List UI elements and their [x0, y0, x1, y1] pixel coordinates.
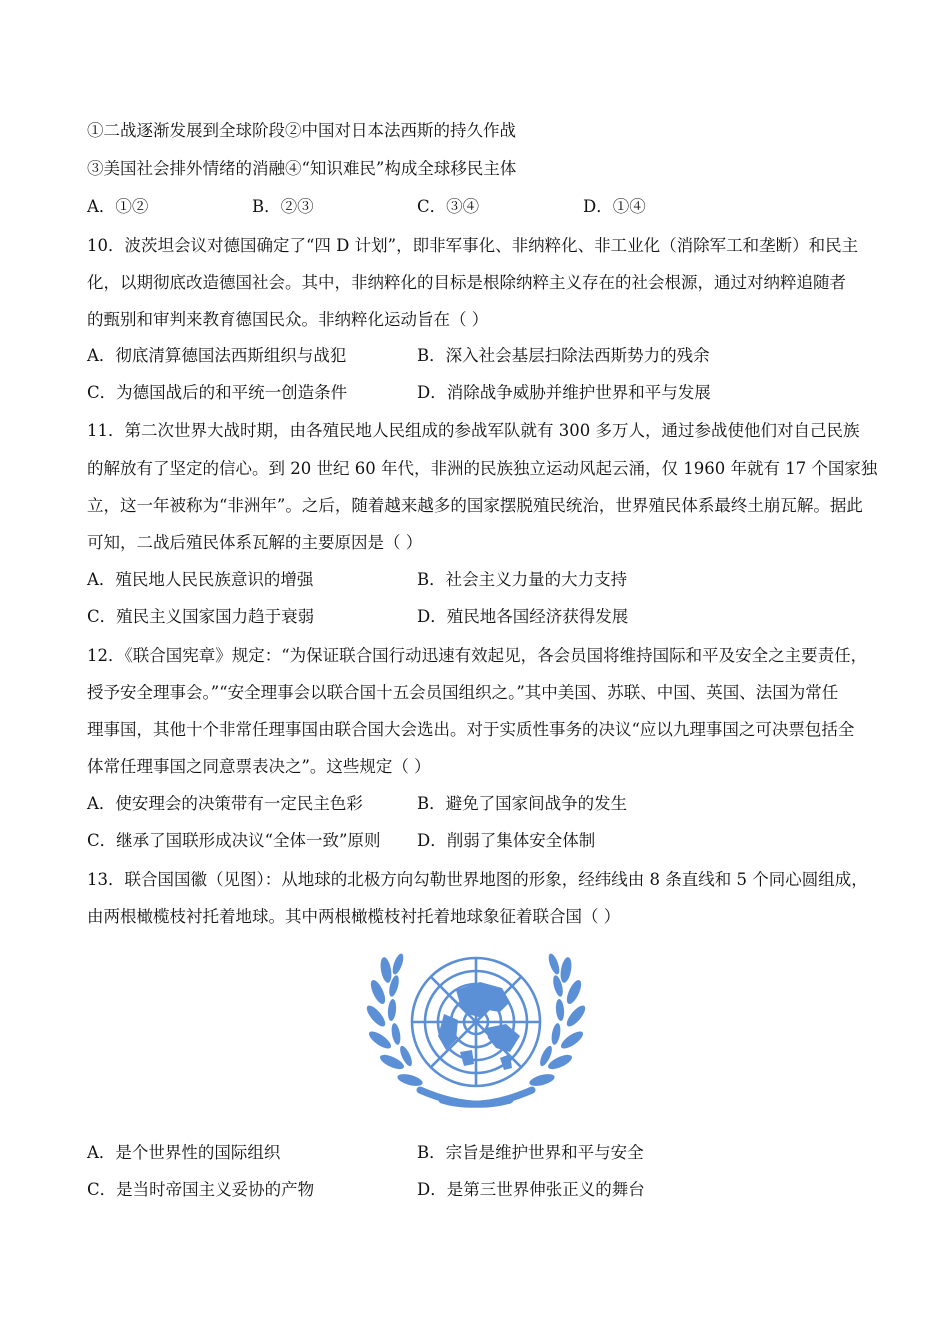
q11-stem-line-1: 11．第二次世界大战时期，由各殖民地人民组成的参战军队就有 300 多万人，通过参战使他们对自己民族 — [87, 421, 860, 440]
q13-option-a[interactable]: A．是个世界性的国际组织 — [87, 1143, 281, 1162]
q11-stem-line-4: 可知，二战后殖民体系瓦解的主要原因是（ ） — [87, 533, 423, 552]
q12-stem-line-3: 理事国，其他十个非常任理事国由联合国大会选出。对于实质性事务的决议“应以九理事国之可决票包括全 — [87, 720, 855, 739]
branch-stems — [420, 1090, 532, 1104]
q12-option-a[interactable]: A．使安理会的决策带有一定民主色彩 — [87, 794, 363, 813]
q10-option-c[interactable]: C．为德国战后的和平统一创造条件 — [87, 383, 348, 402]
q13-option-c[interactable]: C．是当时帝国主义妥协的产物 — [87, 1180, 315, 1199]
q11-option-a[interactable]: A．殖民地人民民族意识的增强 — [87, 570, 314, 589]
globe-grid — [412, 958, 540, 1086]
q10-option-b[interactable]: B．深入社会基层扫除法西斯势力的残余 — [417, 346, 710, 365]
q13-stem-line-2: 由两根橄榄枝衬托着地球。其中两根橄榄枝衬托着地球象征着联合国（ ） — [87, 907, 621, 926]
q13-option-d[interactable]: D．是第三世界伸张正义的舞台 — [417, 1180, 645, 1199]
q12-option-d[interactable]: D．削弱了集体安全体制 — [417, 831, 596, 850]
q9-option-c[interactable]: C．③④ — [417, 197, 480, 216]
q12-stem-line-1: 12．《联合国宪章》规定：“为保证联合国行动迅速有效起见，各会员国将维持国际和平及安全之主要责任， — [87, 646, 868, 665]
q12-stem-line-2: 授予安全理事会。”“安全理事会以联合国十五会员国组织之。”其中美国、苏联、中国、英国、法国为常任 — [87, 683, 839, 702]
q9-statement-3-4: ③美国社会排外情绪的消融④“知识难民”构成全球移民主体 — [87, 159, 517, 178]
q12-option-b[interactable]: B．避免了国家间战争的发生 — [417, 794, 628, 813]
q10-stem-line-1: 10．波茨坦会议对德国确定了“四 D 计划”，即非军事化、非纳粹化、非工业化（消除军工和垄断）和民主 — [87, 236, 859, 255]
q13-option-b[interactable]: B．宗旨是维护世界和平与安全 — [417, 1143, 644, 1162]
q10-option-a[interactable]: A．彻底清算德国法西斯组织与战犯 — [87, 346, 347, 365]
right-olive-branch — [528, 952, 588, 1088]
un-emblem-image — [360, 940, 592, 1118]
q9-option-d[interactable]: D．①④ — [583, 197, 646, 216]
q11-option-c[interactable]: C．殖民主义国家国力趋于衰弱 — [87, 607, 315, 626]
q12-stem-line-4: 体常任理事国之同意票表决之”。这些规定（ ） — [87, 757, 431, 776]
q13-stem-line-1: 13．联合国国徽（见图）：从地球的北极方向勾勒世界地图的形象，经纬线由 8 条直线和 5 个同心圆组成， — [87, 870, 868, 889]
q9-option-a[interactable]: A．①② — [87, 197, 149, 216]
q12-option-c[interactable]: C．继承了国联形成决议“全体一致”原则 — [87, 831, 381, 850]
q11-option-d[interactable]: D．殖民地各国经济获得发展 — [417, 607, 629, 626]
q11-stem-line-3: 立，这一年被称为“非洲年”。之后，随着越来越多的国家摆脱殖民统治，世界殖民体系最终土崩瓦解。据此 — [87, 496, 863, 515]
q10-stem-line-3: 的甄别和审判来教育德国民众。非纳粹化运动旨在（ ） — [87, 310, 489, 329]
q11-option-b[interactable]: B．社会主义力量的大力支持 — [417, 570, 628, 589]
q10-option-d[interactable]: D．消除战争威胁并维护世界和平与发展 — [417, 383, 711, 402]
q9-statement-1-2: ①二战逐渐发展到全球阶段②中国对日本法西斯的持久作战 — [87, 121, 516, 140]
left-olive-branch — [364, 952, 424, 1088]
q11-stem-line-2: 的解放有了坚定的信心。到 20 世纪 60 年代，非洲的民族独立运动风起云涌，仅 1960 年就有 17 个国家独 — [87, 459, 878, 478]
q10-stem-line-2: 化，以期彻底改造德国社会。其中，非纳粹化的目标是根除纳粹主义存在的社会根源，通过对纳粹追随者 — [87, 273, 846, 292]
q9-option-b[interactable]: B．②③ — [252, 197, 314, 216]
